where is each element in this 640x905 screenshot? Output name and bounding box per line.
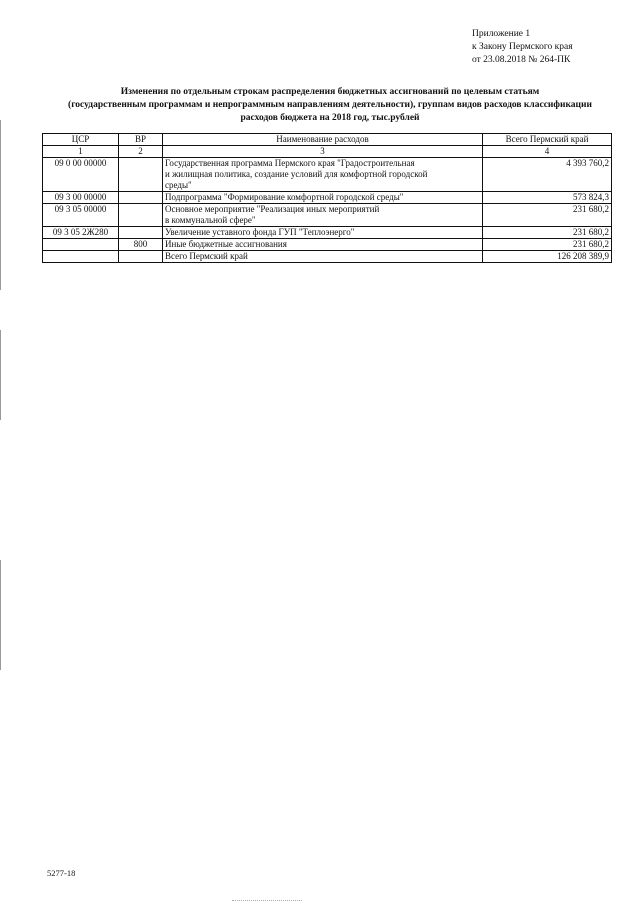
header-name: Наименование расходов: [163, 134, 483, 146]
title-line: Изменения по отдельным строкам распределения бюджетных ассигнований по целевым статьям: [120, 87, 540, 97]
cell-name-line: Подпрограмма "Формирование комфортной городской среды": [165, 192, 404, 202]
cell-vr: [119, 158, 163, 192]
cell-vr: [119, 251, 163, 263]
table-row: [43, 204, 612, 227]
cell-csr: [43, 239, 119, 251]
cell-total: 573 824,3: [483, 192, 612, 204]
table-row: [43, 227, 612, 239]
title-line: (государственным программам и непрограммным направлениям деятельности), группам видов расходов классификации: [68, 100, 592, 110]
cell-name: [163, 192, 483, 204]
cell-total: 231 680,2: [483, 239, 612, 251]
scan-edge-mark: [0, 330, 1, 420]
document-code: 5277-18: [47, 868, 76, 878]
title-line: расходов бюджета на 2018 год, тыс.рублей: [240, 113, 420, 123]
cell-vr: [119, 204, 163, 227]
cell-name-line: Основное мероприятие "Реализация иных мероприятий: [165, 204, 380, 214]
appendix-line: к Закону Пермского края: [472, 42, 573, 52]
cell-csr: 09 3 05 00000: [43, 204, 119, 227]
document-title: [40, 86, 620, 125]
header-csr: ЦСР: [43, 134, 119, 146]
cell-total: 231 680,2: [483, 204, 612, 227]
cell-total: 231 680,2: [483, 227, 612, 239]
cell-total: 4 393 760,2: [483, 158, 612, 192]
cell-csr: 09 0 00 00000: [43, 158, 119, 192]
table-row: [43, 158, 612, 192]
appendix-line: Приложение 1: [472, 29, 531, 39]
column-number: 1: [43, 146, 119, 158]
cell-name-line: Государственная программа Пермского края "Градостроительная: [165, 158, 415, 168]
cell-name: [163, 227, 483, 239]
scan-edge-mark: [0, 120, 1, 290]
header-vr: ВР: [119, 134, 163, 146]
cell-csr: [43, 251, 119, 263]
table-total-row: [43, 251, 612, 263]
cell-csr: 09 3 05 2Ж280: [43, 227, 119, 239]
cell-name-line: Увеличение уставного фонда ГУП "Теплоэнерго": [165, 227, 355, 237]
cell-csr: 09 3 00 00000: [43, 192, 119, 204]
table-header-row: [43, 134, 612, 146]
cell-name-line: Иные бюджетные ассигнования: [165, 239, 287, 249]
cell-vr: [119, 227, 163, 239]
scan-edge-mark: [0, 560, 1, 670]
cell-name: [163, 239, 483, 251]
cell-name-line: в коммунальной сфере": [165, 215, 256, 225]
cell-total: 126 208 389,9: [483, 251, 612, 263]
cell-name: [163, 158, 483, 192]
cell-name-line: Всего Пермский край: [165, 251, 248, 261]
table-number-row: [43, 146, 612, 158]
header-total: Всего Пермский край: [483, 134, 612, 146]
appendix-header: [472, 28, 573, 67]
table-row: [43, 239, 612, 251]
cell-vr: [119, 192, 163, 204]
cell-vr: 800: [119, 239, 163, 251]
table-row: [43, 192, 612, 204]
scan-bottom-mark: [232, 900, 302, 902]
column-number: 2: [119, 146, 163, 158]
column-number: 3: [163, 146, 483, 158]
cell-name: [163, 204, 483, 227]
appendix-line: от 23.08.2018 № 264-ПК: [472, 55, 571, 65]
cell-name-line: и жилищная политика, создание условий для комфортной городской: [165, 169, 428, 179]
column-number: 4: [483, 146, 612, 158]
budget-table: [42, 133, 612, 263]
cell-name-line: среды": [165, 180, 192, 190]
cell-name: [163, 251, 483, 263]
